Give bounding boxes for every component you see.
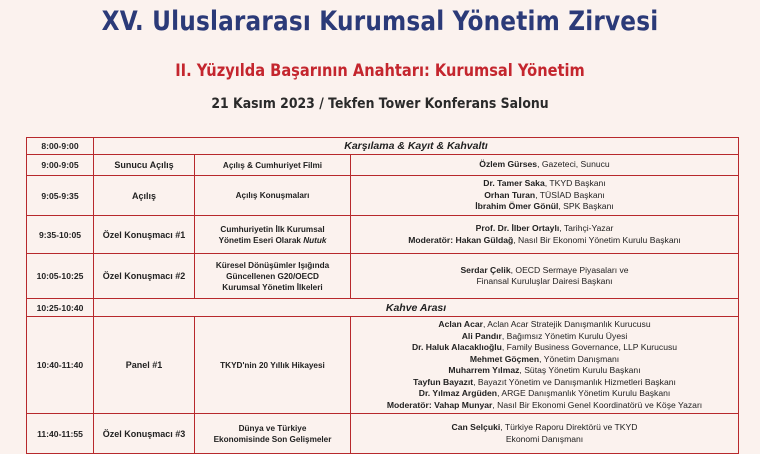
- session-cell: Özel Konuşmacı #2: [94, 254, 195, 299]
- time-cell: 9:00-9:05: [27, 155, 94, 176]
- agenda-table: [26, 137, 739, 454]
- summit-title: XV. Uluslararası Kurumsal Yönetim Zirvesi: [101, 6, 659, 37]
- speaker-line: Dr. Tamer Saka, TKYD Başkanı: [483, 178, 606, 189]
- session-cell: Özel Konuşmacı #1: [94, 216, 195, 254]
- session-cell: Özel Konuşmacı #3: [94, 414, 195, 454]
- speaker-line: Orhan Turan, TÜSİAD Başkanı: [484, 189, 605, 200]
- speakers-cell: [351, 155, 739, 176]
- topic-cell: Dünya ve Türkiye Ekonomisinde Son Gelişmeler: [195, 414, 351, 454]
- time-cell: 10:25-10:40: [27, 299, 94, 317]
- speaker-line: Aclan Acar, Aclan Acar Stratejik Danışmanlık Kurucusu: [438, 319, 651, 329]
- speaker-line: İbrahim Ömer Gönül, SPK Başkanı: [475, 201, 614, 212]
- break-banner: Kahve Arası: [94, 299, 739, 317]
- speaker-line: Tayfun Bayazıt, Bayazıt Yönetim ve Danışmanlık Hizmetleri Başkanı: [413, 376, 676, 387]
- speaker-line: Serdar Çelik, OECD Sermaye Piyasaları ve: [460, 264, 629, 275]
- topic-cell: TKYD'nin 20 Yıllık Hikayesi: [195, 317, 351, 414]
- agenda-row: [27, 299, 739, 317]
- time-cell: 10:40-11:40: [27, 317, 94, 414]
- agenda-row: [27, 317, 739, 414]
- speaker-line: Prof. Dr. İlber Ortaylı, Tarihçi-Yazar: [475, 223, 614, 233]
- speaker-line: Dr. Haluk Alacaklıoğlu, Family Business Governance, LLP Kurucusu: [411, 342, 678, 352]
- speaker-line: Ali Pandır, Bağımsız Yönetim Kurulu Üyesi: [461, 330, 628, 341]
- time-cell: 11:40-11:55: [27, 414, 94, 454]
- agenda-row: [27, 216, 739, 254]
- time-cell: 10:05-10:25: [27, 254, 94, 299]
- session-cell: Açılış: [94, 176, 195, 216]
- topic-cell: Açılış Konuşmaları: [195, 176, 351, 216]
- session-cell: Panel #1: [94, 317, 195, 414]
- agenda-row: [27, 155, 739, 176]
- speakers-cell: [351, 317, 739, 414]
- speakers-cell: [351, 414, 739, 454]
- session-cell: Sunucu Açılış: [94, 155, 195, 176]
- agenda-row: [27, 138, 739, 155]
- summit-subtitle: II. Yüzyılda Başarının Anahtarı: Kurumsal Yönetim: [175, 61, 585, 81]
- agenda-row: [27, 176, 739, 216]
- speaker-line: Mehmet Göçmen, Yönetim Danışmanı: [469, 353, 620, 364]
- speaker-line: Ekonomi Danışmanı: [505, 433, 584, 444]
- time-cell: 8:00-9:00: [27, 138, 94, 155]
- time-cell: 9:05-9:35: [27, 176, 94, 216]
- speaker-line: Muharrem Yılmaz, Sütaş Yönetim Kurulu Başkanı: [448, 365, 641, 375]
- topic-cell: Açılış & Cumhuriyet Filmi: [195, 155, 351, 176]
- agenda-row: [27, 254, 739, 299]
- break-banner: Karşılama & Kayıt & Kahvaltı: [94, 138, 739, 155]
- speaker-line: Moderatör: Vahap Munyar, Nasıl Bir Ekonomi Genel Koordinatörü ve Köşe Yazarı: [386, 399, 703, 410]
- date-venue: 21 Kasım 2023 / Tekfen Tower Konferans Salonu: [211, 96, 549, 112]
- speakers-cell: [351, 176, 739, 216]
- agenda-row: [27, 414, 739, 454]
- speaker-line: Özlem Gürses, Gazeteci, Sunucu: [479, 159, 610, 170]
- speakers-cell: [351, 216, 739, 254]
- speaker-line: Dr. Yılmaz Argüden, ARGE Danışmanlık Yönetim Kurulu Başkanı: [418, 388, 671, 398]
- speaker-line: Moderatör: Hakan Güldağ, Nasıl Bir Ekonomi Yönetim Kurulu Başkanı: [408, 234, 681, 245]
- speaker-line: Finansal Kuruluşlar Dairesi Başkanı: [476, 276, 613, 286]
- speaker-line: Can Selçuki, Türkiye Raporu Direktörü ve TKYD: [451, 422, 638, 432]
- topic-cell: Cumhuriyetin İlk Kurumsal Yönetim Eseri Olarak Nutuk: [195, 216, 351, 254]
- speakers-cell: [351, 254, 739, 299]
- time-cell: 9:35-10:05: [27, 216, 94, 254]
- topic-cell: Küresel Dönüşümler Işığında Güncellenen G20/OECD Kurumsal Yönetim İlkeleri: [195, 254, 351, 299]
